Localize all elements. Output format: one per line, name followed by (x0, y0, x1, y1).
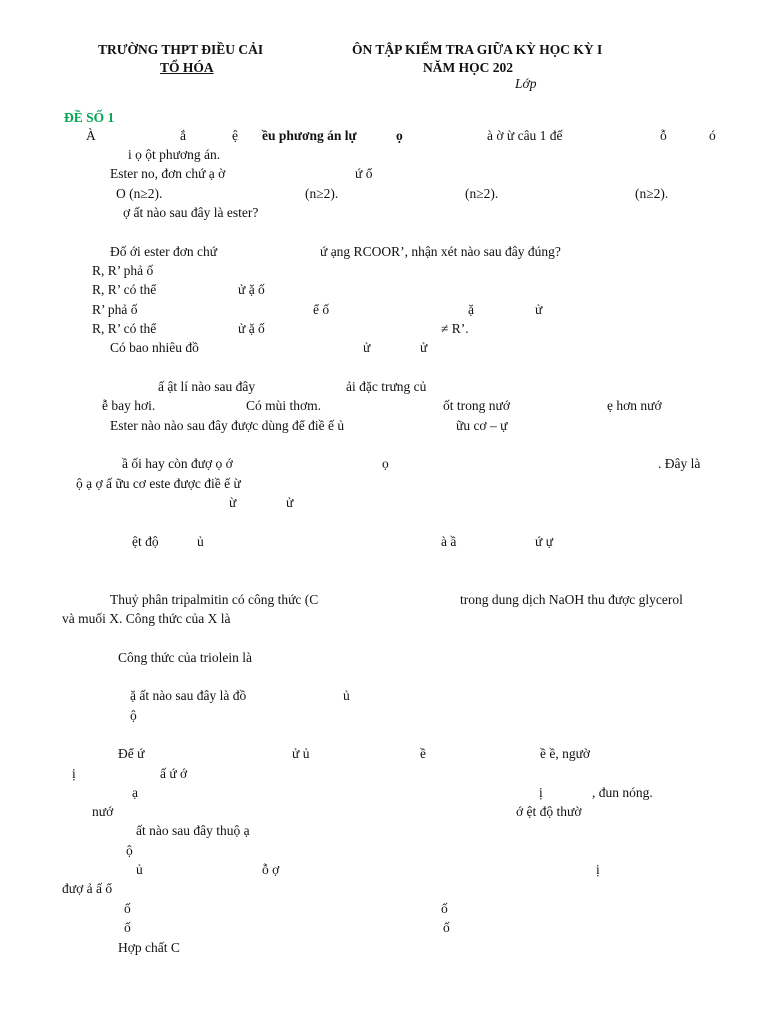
text-fragment: ử ủ (292, 746, 310, 761)
text-fragment: à ầ (441, 534, 457, 549)
text-fragment: Công thức của triolein là (118, 650, 253, 665)
text-fragment: , đun nóng. (592, 785, 653, 800)
text-fragment: ứ ự (535, 534, 554, 549)
text-fragment: ầ ối hay còn đượ ọ ớ (122, 456, 233, 471)
text-fragment: ừ (229, 495, 237, 510)
text-fragment: (n≥2). (465, 186, 499, 201)
text-fragment: ứ ạng RCOOR’, nhận xét nào sau đây đúng? (320, 244, 561, 259)
text-fragment: ề ề, ngườ (540, 746, 591, 761)
text-fragment: ữu cơ – ự (456, 418, 508, 433)
text-fragment: Có bao nhiêu đồ (110, 340, 199, 355)
text-fragment: Ester no, đơn chứ ạ ờ (110, 166, 226, 181)
text-fragment: ử ặ ố (238, 282, 265, 297)
school-year: NĂM HỌC 202 (423, 60, 513, 75)
text-fragment: trong dung dịch NaOH thu được glycerol (460, 592, 683, 607)
school-name: TRƯỜNG THPT ĐIỀU CẢI (98, 42, 264, 57)
class-label: Lớp (515, 76, 537, 91)
text-fragment: R’ phả ố (92, 302, 138, 317)
text-fragment: ọ (382, 456, 389, 471)
text-fragment: . Đây là (658, 456, 701, 471)
text-fragment: (n≥2). (305, 186, 339, 201)
text-fragment: ặ ất nào sau đây là đồ (130, 688, 247, 703)
text-fragment: ộ (126, 843, 133, 858)
text-fragment: ải đặc trưng củ (346, 379, 427, 394)
text-fragment: nướ (92, 804, 114, 819)
text-fragment: R, R’ phả ố (92, 263, 154, 278)
text-fragment: ấ ứ ớ (160, 766, 188, 781)
text-fragment: ố (124, 920, 131, 935)
text-fragment: Thuỷ phân tripalmitin có công thức (C (110, 592, 319, 607)
text-fragment: ủ (197, 534, 204, 549)
text-fragment: ử (363, 340, 371, 355)
text-fragment: O (n≥2). (116, 186, 163, 201)
text-fragment: R, R’ có thể (92, 282, 157, 297)
text-fragment: Ester nào nào sau đây được dùng để điề ế ủ (110, 418, 345, 433)
text-fragment: ợ ất nào sau đây là ester? (123, 205, 259, 220)
text-fragment: i ọ ột phương án. (128, 147, 221, 162)
text-fragment: ất nào sau đây thuộ ạ (136, 823, 250, 838)
text-fragment: ỗ (660, 128, 667, 143)
text-fragment: Hợp chất C (118, 940, 180, 955)
text-fragment: à ờ ừ câu 1 đế (487, 128, 563, 143)
text-fragment: ố (443, 920, 450, 935)
text-fragment: ề (420, 746, 426, 761)
text-fragment: ử (420, 340, 428, 355)
text-fragment: ắ (180, 128, 186, 143)
text-fragment: ọ (396, 128, 403, 143)
text-fragment: ố (441, 901, 448, 916)
text-fragment: ị (72, 766, 76, 781)
text-fragment: (n≥2). (635, 186, 669, 201)
text-fragment: ớ ệt độ thườ (516, 804, 582, 819)
department-name: TỔ HÓA (160, 60, 214, 75)
text-fragment: Có mùi thơm. (246, 398, 322, 413)
text-fragment: ử (535, 302, 543, 317)
text-fragment: đượ ả ấ ổ (62, 881, 113, 896)
document-title: ÔN TẬP KIỂM TRA GIỮA KỲ HỌC KỲ I (352, 42, 603, 57)
text-fragment: ặ (468, 302, 474, 317)
text-fragment: Đố ới ester đơn chứ (110, 244, 218, 259)
text-fragment: ốt trong nướ (443, 398, 510, 413)
text-fragment: ể ố (313, 302, 330, 317)
text-fragment: À (86, 128, 96, 143)
text-fragment: ộ ạ ợ ấ ữu cơ este được điề ế ừ (76, 476, 241, 491)
text-fragment: ủ (136, 862, 143, 877)
text-fragment: ều phương án lự (262, 128, 357, 143)
text-fragment: ị (596, 862, 600, 877)
text-fragment: ỗ ợ (262, 862, 280, 877)
text-fragment: ị (539, 785, 543, 800)
text-fragment: Để ứ (118, 746, 145, 761)
text-fragment: và muối X. Công thức của X là (62, 611, 231, 626)
text-fragment: ứ ổ (355, 166, 373, 181)
text-fragment: ≠ R’. (441, 321, 469, 336)
text-fragment: ộ (130, 708, 137, 723)
exam-label: ĐỀ SỐ 1 (64, 110, 115, 125)
text-fragment: ấ ật lí nào sau đây (158, 379, 256, 394)
text-fragment: R, R’ có thể (92, 321, 157, 336)
text-fragment: ệ (232, 128, 238, 143)
text-fragment: ệt độ (132, 534, 159, 549)
text-fragment: ố (124, 901, 131, 916)
text-fragment: ẹ hơn nướ (607, 398, 662, 413)
text-fragment: ó (709, 128, 716, 143)
text-fragment: ử ặ ố (238, 321, 265, 336)
text-fragment: ủ (343, 688, 350, 703)
text-fragment: ạ (132, 785, 138, 800)
text-fragment: ử (286, 495, 294, 510)
text-fragment: ễ bay hơi. (102, 398, 156, 413)
